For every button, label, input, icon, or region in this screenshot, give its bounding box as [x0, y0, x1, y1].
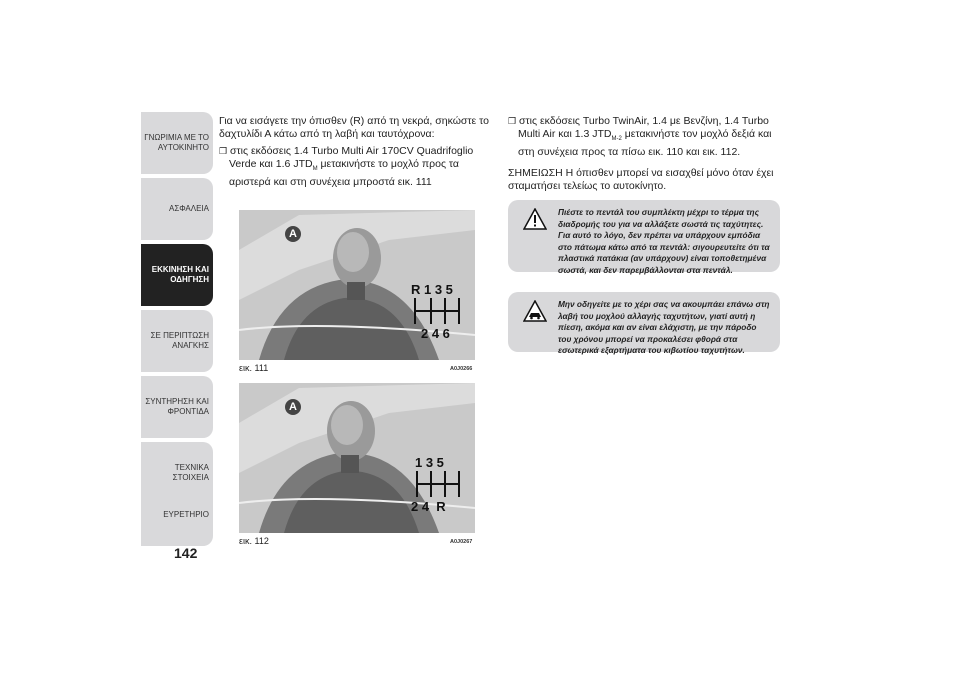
label-a-marker: A: [285, 226, 301, 242]
subscript: M-2: [611, 136, 622, 143]
caution-text: Μην οδηγείτε με το χέρι σας να ακουμπάει επάνω στη λαβή του μοχλού αλλαγής ταχυτήτων, γιατί αυτή η πίεση, ακόμα και αν είναι ελάχιστη, με την πάροδο του χρόνου μπορεί να προκαλέσει φθορά στα εσωτερικά εξαρτήματα του κιβωτίου ταχυτήτων.: [558, 299, 770, 355]
gear-pattern-top: R 1 3 5: [411, 282, 453, 297]
bullet-text: στις εκδόσεις Turbo TwinAir, 1.4 με Βενζίνη, 1.4 Turbo Multi Air και 1.3 JTD: [518, 115, 769, 140]
tab-label: ΣΕ ΠΕΡΙΠΤΩΣΗ ΑΝΑΓΚΗΣ: [150, 331, 209, 350]
tab-starting-driving[interactable]: [141, 244, 213, 306]
tab-label: ΕΥΡΕΤΗΡΙΟ: [163, 510, 209, 519]
gear-pattern-lines: [411, 469, 465, 499]
bullet-marker: ❒: [219, 146, 228, 156]
subscript: M: [312, 166, 318, 173]
gear-pattern-bottom: 2 4 R: [411, 499, 446, 514]
note-paragraph: ΣΗΜΕΙΩΣΗ Η όπισθεν μπορεί να εισαχθεί μόνο όταν έχει σταματήσει τελείως το αυτοκίνητο.: [508, 167, 774, 193]
tab-label: ΑΣΦΑΛΕΙΑ: [168, 204, 209, 213]
page-number: 142: [174, 545, 198, 561]
warning-text: Πιέστε το πεντάλ του συμπλέκτη μέχρι το τέρμα της διαδρομής του για να αλλάξετε σωστά τις ταχύτητες. Για αυτό το λόγο, δεν πρέπει να υπάρχουν εμπόδια στο πάτωμα κάτω από τα πεντάλ: σιγουρευτείτε ότι τα πλαστικά πατάκια (αν υπάρχουν) είναι τοποθετημένα σωστά, και δεν παρεμβάλλονται στα πεντάλ.: [558, 207, 770, 275]
car-damage-icon: [523, 300, 547, 322]
gear-pattern-lines: [411, 296, 465, 326]
caution-box: [508, 292, 780, 355]
figure-111-image: [239, 210, 475, 360]
figure-111-code: A0J0266: [450, 366, 473, 372]
tab-getting-to-know[interactable]: [141, 112, 213, 174]
figure-111-caption: εικ. 111: [239, 363, 269, 373]
left-column: [219, 115, 494, 193]
gear-pattern-bottom: 2 4 6: [421, 326, 450, 341]
intro-paragraph: Για να εισάγετε την όπισθεν (R) από τη νεκρά, σηκώστε το δαχτυλίδι Α κάτω από τη λαβή και ταυτόχρονα:: [219, 115, 489, 140]
tab-safety[interactable]: [141, 178, 213, 240]
tab-index[interactable]: [141, 484, 213, 546]
bullet-text: στις εκδόσεις 1.4 Turbo Multi Air 170CV Quadrifoglio Verde και 1.6 JTD: [229, 145, 474, 170]
figure-112-code: A0J0267: [450, 539, 473, 545]
tab-label: ΓΝΩΡΙΜΙΑ ΜΕ ΤΟ ΑΥΤΟΚΙΝΗΤΟ: [144, 133, 209, 152]
right-column: [508, 115, 783, 197]
bullet-item: [508, 115, 783, 159]
bullet-item: [219, 145, 494, 189]
tab-label: ΣΥΝΤΗΡΗΣΗ ΚΑΙ ΦΡΟΝΤΙΔΑ: [145, 397, 209, 416]
tab-maintenance[interactable]: [141, 376, 213, 438]
tab-label: ΤΕΧΝΙΚΑ ΣΤΟΙΧΕΙΑ: [172, 463, 209, 482]
figure-112-caption: εικ. 112: [239, 536, 269, 546]
figure-112-image: [239, 383, 475, 533]
bullet-marker: ❒: [508, 116, 517, 126]
tab-emergency[interactable]: [141, 310, 213, 372]
tab-label: ΕΚΚΙΝΗΣΗ ΚΑΙ ΟΔΗΓΗΣΗ: [151, 265, 209, 284]
label-a-marker: A: [285, 399, 301, 415]
bullet-text: μετακινήστε το μοχλό προς τα αριστερά και στη συνέχεια μπροστά εικ. 111: [229, 158, 460, 189]
bullet-text: μετακινήστε τον μοχλό δεξιά και στη συνέχεια προς τα πίσω εικ. 110 και εικ. 112.: [518, 128, 772, 159]
warning-box: [508, 200, 780, 275]
gear-pattern-top: 1 3 5: [415, 455, 444, 470]
warning-triangle-icon: [523, 208, 547, 230]
